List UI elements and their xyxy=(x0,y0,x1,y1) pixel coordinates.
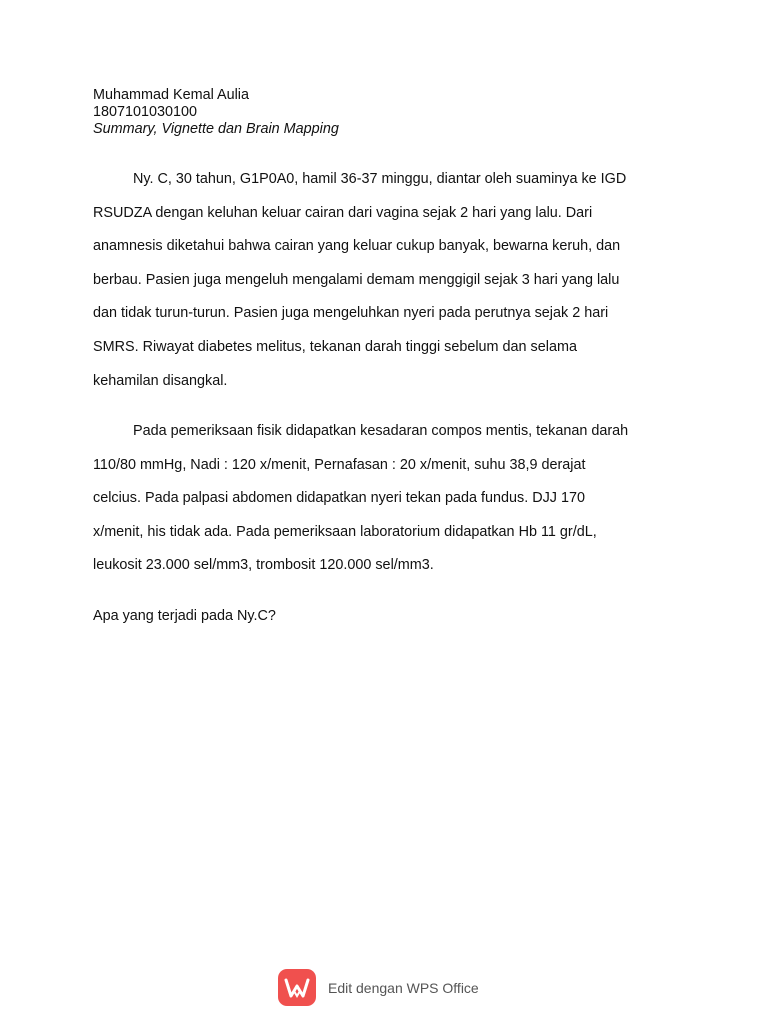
paragraph-examination xyxy=(93,406,683,591)
wps-edit-label[interactable]: Edit dengan WPS Office xyxy=(328,979,479,996)
question-text: Apa yang terjadi pada Ny.C? xyxy=(93,607,276,624)
paragraph-line: x/menit, his tidak ada. Pada pemeriksaan laboratorium didapatkan Hb 11 gr/dL, xyxy=(93,523,597,540)
paragraph-line: Ny. C, 30 tahun, G1P0A0, hamil 36-37 minggu, diantar oleh suaminya ke IGD xyxy=(93,170,627,187)
author-name: Muhammad Kemal Aulia xyxy=(93,87,249,103)
paragraph-line: celcius. Pada palpasi abdomen didapatkan nyeri tekan pada fundus. DJJ 170 xyxy=(93,490,586,507)
paragraph-line: Pada pemeriksaan fisik didapatkan kesadaran compos mentis, tekanan darah xyxy=(93,422,629,439)
wps-edit-banner[interactable] xyxy=(278,969,479,1006)
wps-w-glyph-icon xyxy=(284,977,310,999)
wps-office-logo-icon[interactable] xyxy=(278,969,316,1006)
spacer xyxy=(93,591,683,608)
paragraph-line: SMRS. Riwayat diabetes melitus, tekanan darah tinggi sebelum dan selama xyxy=(93,338,577,355)
paragraph-line: dan tidak turun-turun. Pasien juga mengeluhkan nyeri pada perutnya sejak 2 hari xyxy=(93,305,609,322)
document-subtitle: Summary, Vignette dan Brain Mapping xyxy=(93,120,339,137)
paragraph-case-history xyxy=(93,154,683,406)
paragraph-line: 110/80 mmHg, Nadi : 120 x/menit, Pernafasan : 20 x/menit, suhu 38,9 derajat xyxy=(93,456,586,473)
paragraph-line: RSUDZA dengan keluhan keluar cairan dari vagina sejak 2 hari yang lalu. Dari xyxy=(93,204,593,221)
paragraph-line: anamnesis diketahui bahwa cairan yang keluar cukup banyak, bewarna keruh, dan xyxy=(93,238,621,255)
paragraph-line: kehamilan disangkal. xyxy=(93,372,228,389)
paragraph-line: leukosit 23.000 sel/mm3, trombosit 120.000 sel/mm3. xyxy=(93,557,434,574)
paragraph-line: berbau. Pasien juga mengeluh mengalami demam menggigil sejak 3 hari yang lalu xyxy=(93,271,620,288)
spacer xyxy=(93,137,683,154)
student-id: 1807101030100 xyxy=(93,103,198,120)
document-page xyxy=(93,87,683,625)
